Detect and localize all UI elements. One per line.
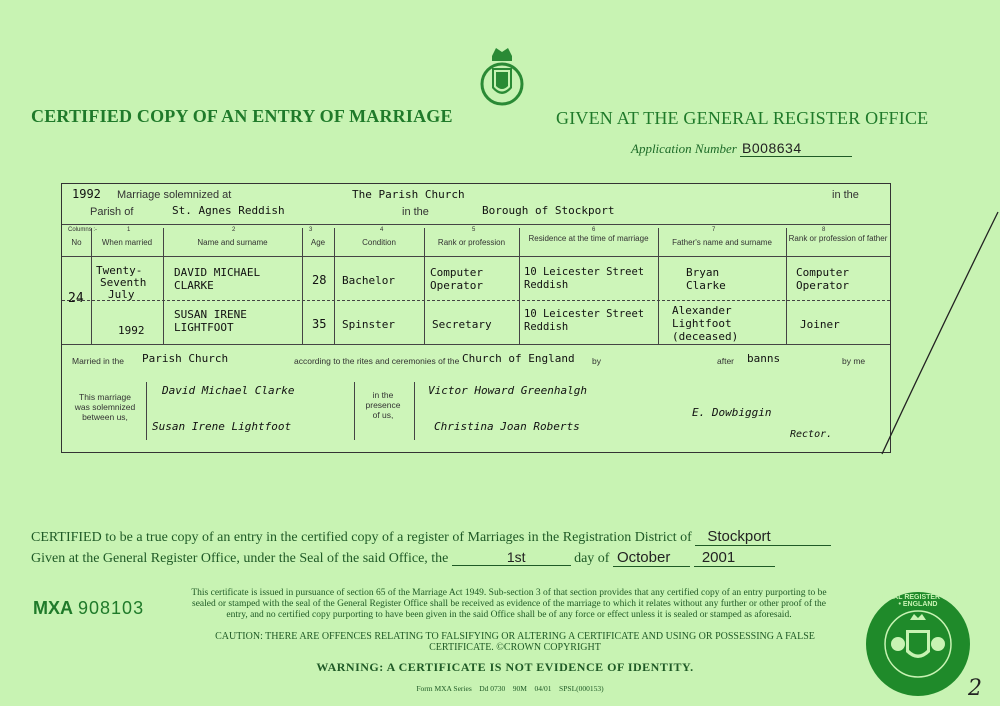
groom-father-profession: Computer Operator — [796, 266, 849, 292]
groom-residence: 10 Leicester Street Reddish — [524, 266, 645, 291]
margin-mark: 2 — [968, 676, 982, 701]
statutory-notice: This certificate is issued in pursuance of section 65 of the Marriage Act 1949. Sub-section 3 of that section provides that any certified copy of an entry purporting to be sealed or stamped with the seal of the General Register Office shall be received as evidence of the marriage to which it relates without any further or other proof of the entry, and no certified copy purporting to have been given in the said Office shall be of any force or effect unless it is sealed or stamped as aforesaid. — [191, 588, 827, 620]
columns-label: Columns :- — [68, 227, 98, 233]
witness-2-signature: Christina Joan Roberts — [434, 420, 580, 433]
entry-year: 1992 — [72, 187, 101, 201]
groom-father: Bryan Clarke — [686, 266, 726, 292]
bride-age: 35 — [312, 317, 327, 331]
rites-church: Church of England — [462, 352, 575, 365]
groom-age: 28 — [312, 273, 327, 287]
married-in-place: Parish Church — [142, 352, 229, 365]
witness-1-signature: Victor Howard Greenhalgh — [428, 384, 587, 397]
application-number: B008634 — [740, 140, 852, 157]
form-reference: Form MXA Series Dd 0730 90M 04/01 SPSL(000153) — [416, 684, 604, 693]
header-no: No — [71, 238, 82, 247]
header-when-married: When married — [101, 238, 153, 247]
certification-text: CERTIFIED to be a true copy of an entry in the certified copy of a register of Marriages in the Registration District of — [31, 530, 692, 545]
date-line: Twenty- — [96, 264, 143, 277]
officiant-title: Rector. — [790, 429, 833, 440]
seal-text: GENERAL REGISTER OFFICE • ENGLAND — [868, 594, 968, 608]
application-label: Application Number — [631, 141, 737, 156]
rites-label: according to the rites and ceremonies of the — [294, 356, 460, 366]
officiant-signature: E. Dowbiggin — [692, 406, 772, 419]
certificate-title: CERTIFIED COPY OF AN ENTRY OF MARRIAGE — [31, 106, 453, 126]
after-value: banns — [747, 352, 781, 365]
place-of-marriage: The Parish Church — [352, 188, 465, 201]
general-register-office-seal-icon — [864, 590, 972, 698]
solemnized-label: Marriage solemnized at — [117, 189, 232, 201]
application-number-row — [631, 140, 852, 157]
groom-name: DAVID MICHAEL CLARKE — [174, 266, 261, 292]
parish-name: St. Agnes Reddish — [172, 204, 285, 217]
col-num: 8 — [822, 227, 826, 233]
after-label: after — [717, 356, 735, 366]
groom-signature: David Michael Clarke — [162, 384, 295, 397]
groom-condition: Bachelor — [342, 274, 395, 287]
col-num: 4 — [380, 227, 384, 233]
serial-prefix: MXA — [33, 598, 73, 618]
registration-district: Stockport — [695, 528, 830, 546]
col-num: 5 — [472, 227, 476, 233]
caution-notice: CAUTION: THERE ARE OFFENCES RELATING TO FALSIFYING OR ALTERING A CERTIFICATE AND USING OR POSSESSING A FALSE CERTIFICATE. ©CROWN COPYRIGHT — [215, 631, 815, 653]
date-line: 1992 — [118, 324, 145, 337]
entry-number: 24 — [68, 291, 84, 306]
by-label: by — [592, 356, 601, 366]
header-name: Name and surname — [197, 238, 268, 247]
warning-notice: WARNING: A CERTIFICATE IS NOT EVIDENCE OF IDENTITY. — [316, 660, 694, 674]
in-the-label: in the — [832, 189, 859, 201]
header-father-rank: Rank or profession of father — [788, 234, 888, 243]
date-line: July — [108, 288, 135, 301]
serial-number — [33, 598, 144, 619]
bride-profession: Secretary — [432, 318, 492, 331]
presence-label: in the presence of us, — [365, 390, 401, 420]
header-age: Age — [310, 238, 326, 247]
bride-condition: Spinster — [342, 318, 395, 331]
col-num: 1 — [127, 227, 131, 233]
married-in-label: Married in the — [72, 356, 124, 366]
bride-father-profession: Joiner — [800, 318, 840, 331]
col-num: 7 — [712, 227, 716, 233]
serial-digits: 908103 — [78, 598, 145, 618]
parish-label: Parish of — [90, 206, 134, 218]
day-of-label: day of — [574, 551, 610, 566]
col-num: 2 — [232, 227, 236, 233]
margin-pen-line — [880, 210, 1000, 465]
date-line: Seventh — [100, 276, 147, 289]
issuing-office-title: GIVEN AT THE GENERAL REGISTER OFFICE — [556, 108, 929, 128]
by-me-label: by me — [842, 356, 866, 366]
certification-year: 2001 — [694, 549, 775, 567]
bride-signature: Susan Irene Lightfoot — [152, 420, 292, 433]
bride-father: Alexander Lightfoot (deceased) — [672, 304, 739, 343]
bride-residence: 10 Leicester Street Reddish — [524, 308, 645, 333]
in-the-label-2: in the — [402, 206, 429, 218]
col-num: 3 — [309, 227, 313, 233]
certification-line-2 — [31, 549, 775, 567]
certification-month: October — [613, 549, 690, 567]
given-at-text: Given at the General Register Office, under the Seal of the said Office, the — [31, 551, 449, 566]
groom-profession: Computer Operator — [430, 266, 483, 292]
certification-day: 1st — [452, 549, 571, 566]
royal-crest-icon — [474, 42, 530, 112]
col-num: 6 — [592, 227, 596, 233]
header-rank: Rank or profession — [437, 238, 506, 247]
district-name: Borough of Stockport — [482, 204, 615, 217]
bride-name: SUSAN IRENE LIGHTFOOT — [174, 308, 247, 334]
certification-line-1 — [31, 528, 831, 546]
solemnized-between-label: This marriage was solemnized between us, — [74, 392, 136, 422]
marriage-entry-table — [61, 183, 891, 453]
header-father: Father's name and surname — [672, 238, 772, 247]
header-residence: Residence at the time of marriage — [528, 234, 649, 243]
header-condition: Condition — [362, 238, 396, 247]
